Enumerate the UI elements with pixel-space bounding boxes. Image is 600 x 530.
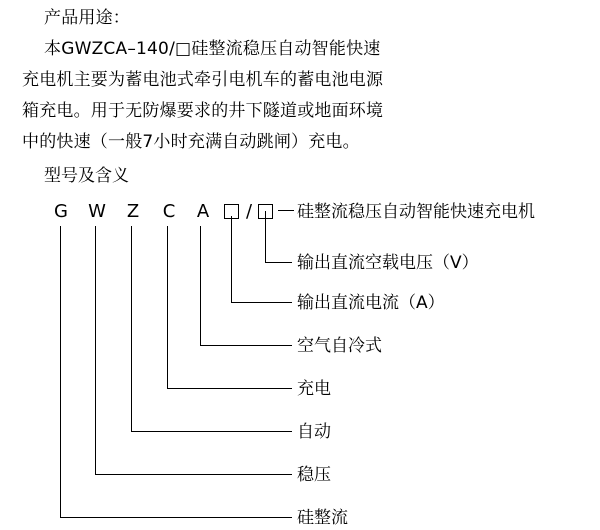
annotation-silicon-rectification: 硅整流 — [297, 508, 348, 528]
code-letter-c: C — [162, 201, 176, 222]
intro-heading: 产品用途： — [44, 8, 130, 28]
annotation-air-cooling: 空气自冷式 — [297, 336, 382, 356]
intro-line-2: 充电机主要为蓄电池式牵引电机车的蓄电池电源 — [22, 70, 384, 90]
annotation-no-load-voltage: 输出直流空载电压（V） — [297, 253, 479, 273]
code-letter-g: G — [54, 201, 68, 222]
leader-line-1 — [278, 199, 294, 211]
annotation-dc-current: 输出直流电流（A） — [297, 293, 445, 313]
code-letter-a: A — [196, 201, 210, 222]
intro-line-1: 本GWZCA–140/□硅整流稳压自动智能快速 — [44, 39, 381, 59]
annotation-full-name: 硅整流稳压自动智能快速充电机 — [297, 202, 535, 222]
leader-line-8 — [60, 226, 292, 518]
annotation-voltage-regulation: 稳压 — [297, 465, 331, 485]
intro-line-4: 中的快速（一般7小时充满自动跳闸）充电。 — [22, 132, 360, 152]
code-letter-z: Z — [126, 201, 140, 222]
code-letter-w: W — [88, 201, 106, 222]
annotation-charging: 充电 — [297, 379, 331, 399]
section-title: 型号及含义 — [44, 166, 129, 186]
code-slash: / — [245, 201, 253, 222]
intro-line-3: 箱充电。用于无防爆要求的井下隧道或地面环境 — [22, 101, 384, 121]
annotation-automatic: 自动 — [297, 422, 331, 442]
